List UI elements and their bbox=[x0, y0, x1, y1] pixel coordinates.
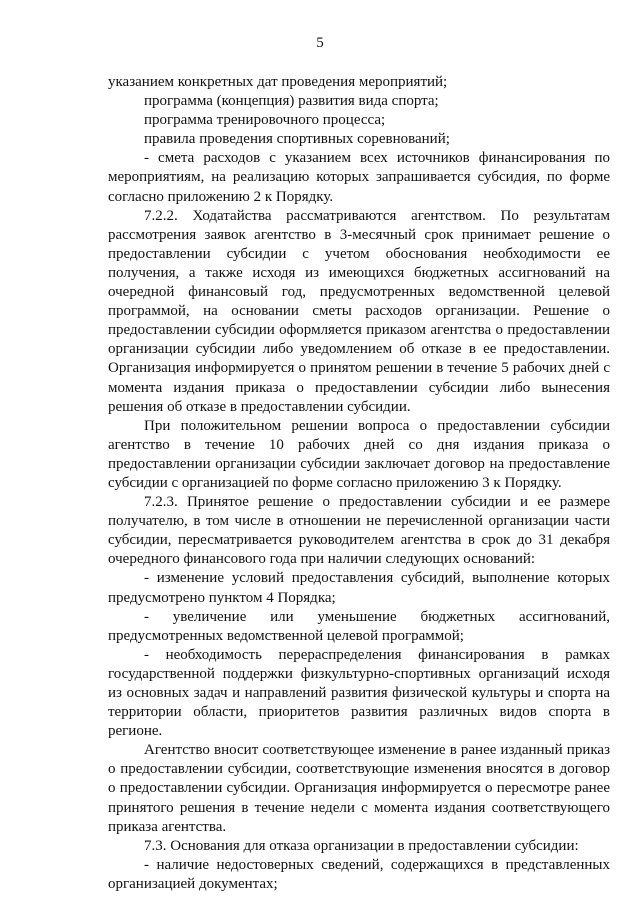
paragraph-section-7-3: 7.3. Основания для отказа организации в предоставлении субсидии: bbox=[144, 837, 579, 854]
paragraph-list-item: программа (концепция) развития вида спорта; bbox=[144, 93, 439, 110]
page-number: 5 bbox=[316, 35, 324, 51]
paragraph-list-continuation: указанием конкретных дат проведения мероприятий; bbox=[108, 74, 448, 90]
document-body bbox=[108, 73, 610, 894]
paragraph-list-item: - смета расходов с указанием всех источников финансирования по мероприятиям, на реализацию которых запрашивается субсидия, по форме согласно приложению 2 к Порядку. bbox=[108, 150, 610, 205]
paragraph: Агентство вносит соответствующее изменение в ранее изданный приказ о предоставлении субсидии, соответствующие изменения вносятся в договор о предоставлении субсидии. Организация информируется о пересмотре ранее принятого решения в течение недели с момента издания соответствующего приказа агентства. bbox=[108, 742, 610, 835]
paragraph-list-item: программа тренировочного процесса; bbox=[144, 112, 386, 129]
paragraph-section-7-2-3: 7.2.3. Принятое решение о предоставлении субсидии и ее размере получателю, в том числе в отношении не перечисленной организации части субсидии, пересматривается руководителем агентства в срок до 31 декабря очередного финансового года при наличии следующих оснований: bbox=[108, 494, 610, 568]
paragraph-list-item: - изменение условий предоставления субсидий, выполнение которых предусмотрено пунктом 4 Порядка; bbox=[108, 570, 610, 606]
paragraph-section-7-2-2: 7.2.2. Ходатайства рассматриваются агентством. По результатам рассмотрения заявок агентство в 3-месячный срок принимает решение о предоставлении субсидии с учетом обоснования необходимости ее получения, а также исходя из имеющихся бюджетных ассигнований на очередной финансовый год, предусмотренных ведомственной целевой программой, на основании сметы расходов организации. Решение о предоставлении субсидии оформляется приказом агентства о предоставлении организации субсидии либо уведомлением об отказе в ее предоставлении. Организация информируется о принятом решении в течение 5 рабочих дней с момента издания приказа о предоставлении субсидии либо вынесения решения об отказе в предоставлении субсидии. bbox=[108, 207, 610, 415]
paragraph: При положительном решении вопроса о предоставлении субсидии агентство в течение 10 рабочих дней со дня издания приказа о предоставлении организации субсидии заключает договор на предоставление субсидии с организацией по форме согласно приложению 3 к Порядку. bbox=[108, 417, 610, 491]
paragraph-list-item: правила проведения спортивных соревнований; bbox=[144, 131, 450, 148]
paragraph-list-item: - увеличение или уменьшение бюджетных ассигнований, предусмотренных ведомственной целевой программой; bbox=[108, 608, 610, 644]
paragraph-list-item: - наличие недостоверных сведений, содержащихся в представленных организацией документах; bbox=[108, 856, 610, 892]
paragraph-list-item: - необходимость перераспределения финансирования в рамках государственной поддержки физкультурно-спортивных организаций исходя из основных задач и направлений развития физической культуры и спорта на территории области, приоритетов развития различных видов спорта в регионе. bbox=[108, 646, 610, 740]
